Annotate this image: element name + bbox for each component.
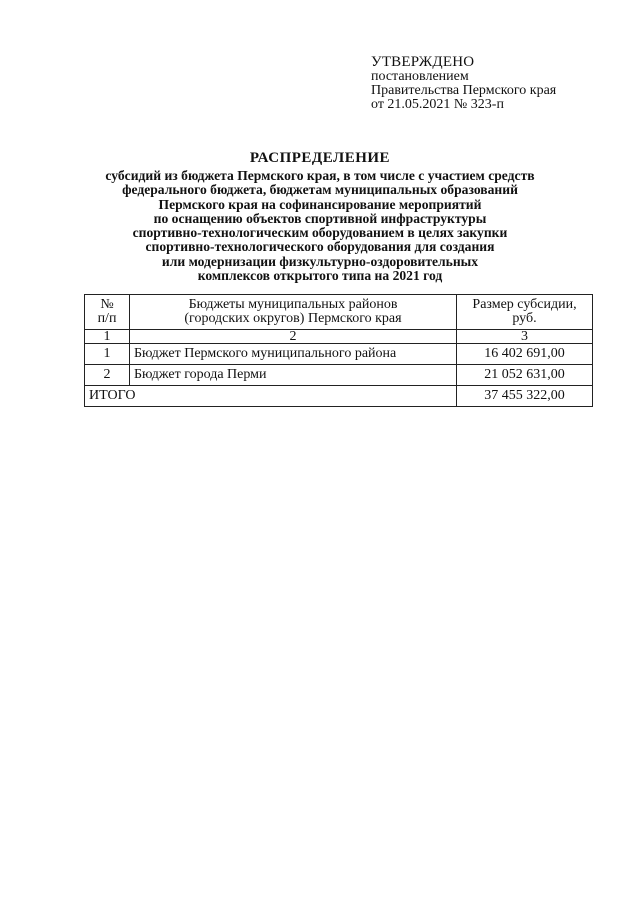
document-heading: РАСПРЕДЕЛЕНИЕ <box>249 150 391 166</box>
header-number-line: № <box>100 297 114 312</box>
row-amount: 21 052 631,00 <box>457 365 593 386</box>
header-amount <box>457 295 593 330</box>
document-subtitle <box>60 169 580 283</box>
table-row <box>85 344 593 365</box>
subtitle-line: комплексов открытого типа на 2021 год <box>197 268 443 284</box>
approval-title: УТВЕРЖДЕНО <box>371 54 475 70</box>
subtitle-line: субсидий из бюджета Пермского края, в том числе с участием средств <box>105 168 535 183</box>
subtitle-line: спортивно-технологическим оборудованием в целях закупки <box>132 225 508 241</box>
subtitle-line: по оснащению объектов спортивной инфраструктуры <box>153 210 487 226</box>
header-budget-line: (городских округов) Пермского края <box>184 311 402 326</box>
header-budget-line: Бюджеты муниципальных районов <box>188 297 398 312</box>
table-header-row <box>85 295 593 330</box>
row-number: 2 <box>85 365 130 386</box>
row-budget-name: Бюджет Пермского муниципального района <box>130 344 457 365</box>
row-number: 1 <box>85 344 130 365</box>
total-label: ИТОГО <box>85 386 457 407</box>
subsidy-table <box>84 294 593 407</box>
column-number-row <box>85 330 593 344</box>
header-number <box>85 295 130 330</box>
subtitle-line: Пермского края на софинансирование мероприятий <box>158 196 482 212</box>
column-number: 1 <box>85 330 130 344</box>
subtitle-line: или модернизации физкультурно-оздоровительных <box>161 253 479 269</box>
header-number-line: п/п <box>97 311 117 326</box>
approval-line: Правительства Пермского края <box>371 83 557 98</box>
header-amount-line: Размер субсидии, <box>472 297 577 312</box>
subtitle-line: федерального бюджета, бюджетам муниципальных образований <box>122 182 518 198</box>
row-amount: 16 402 691,00 <box>457 344 593 365</box>
approval-stamp <box>371 54 556 112</box>
subtitle-line: спортивно-технологического оборудования для создания <box>145 239 495 255</box>
approval-line: постановлением <box>371 69 469 84</box>
row-budget-name: Бюджет города Перми <box>130 365 457 386</box>
column-number: 2 <box>130 330 457 344</box>
table-total-row <box>85 386 593 407</box>
approval-line: от 21.05.2021 № 323-п <box>371 97 504 112</box>
header-budget <box>130 295 457 330</box>
column-number: 3 <box>457 330 593 344</box>
total-amount: 37 455 322,00 <box>457 386 593 407</box>
header-amount-line: руб. <box>512 311 537 326</box>
table-row <box>85 365 593 386</box>
